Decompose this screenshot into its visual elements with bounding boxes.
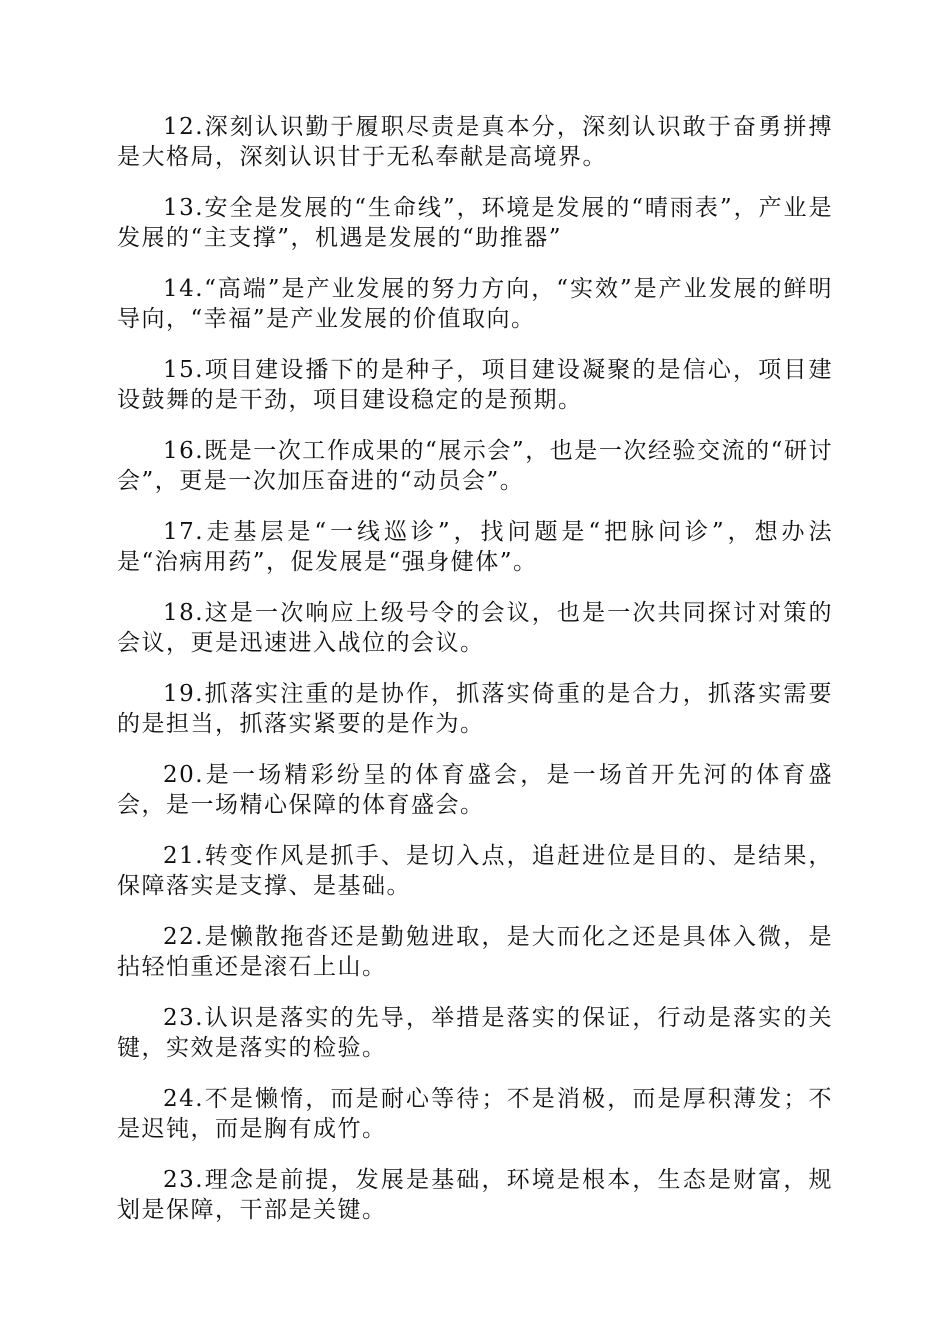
paragraph-13: 13.安全是发展的“生命线”，环境是发展的“晴雨表”，产业是发展的“主支撑”，机遇是发展的“助推器”	[117, 195, 833, 251]
paragraph-12: 12.深刻认识勤于履职尽责是真本分，深刻认识敢于奋勇拼搏是大格局，深刻认识甘于无私奉献是高境界。	[117, 114, 833, 170]
document-body	[117, 112, 833, 1246]
paragraph-15: 15.项目建设播下的是种子，项目建设凝聚的是信心，项目建设鼓舞的是干劲，项目建设稳定的是预期。	[117, 357, 833, 413]
paragraph-18: 18.这是一次响应上级号令的会议，也是一次共同探讨对策的会议，更是迅速进入战位的会议。	[117, 600, 833, 656]
paragraph-16: 16.既是一次工作成果的“展示会”，也是一次经验交流的“研讨会”，更是一次加压奋进的“动员会”。	[117, 438, 833, 494]
paragraph-14: 14.“高端”是产业发展的努力方向，“实效”是产业发展的鲜明导向，“幸福”是产业发展的价值取向。	[117, 276, 833, 332]
paragraph-17: 17.走基层是“一线巡诊”，找问题是“把脉问诊”，想办法是“治病用药”，促发展是“强身健体”。	[117, 519, 833, 575]
paragraph-24: 24.不是懒惰，而是耐心等待；不是消极，而是厚积薄发；不是迟钝，而是胸有成竹。	[117, 1086, 833, 1142]
paragraph-21: 21.转变作风是抓手、是切入点，追赶进位是目的、是结果，保障落实是支撑、是基础。	[117, 843, 833, 899]
paragraph-22: 22.是懒散拖沓还是勤勉进取，是大而化之还是具体入微，是拈轻怕重还是滚石上山。	[117, 924, 833, 980]
paragraph-23: 23.认识是落实的先导，举措是落实的保证，行动是落实的关键，实效是落实的检验。	[117, 1005, 833, 1061]
paragraph-23-second: 23.理念是前提，发展是基础，环境是根本，生态是财富，规划是保障，干部是关键。	[117, 1167, 833, 1223]
paragraph-20: 20.是一场精彩纷呈的体育盛会，是一场首开先河的体育盛会，是一场精心保障的体育盛会。	[117, 762, 833, 818]
paragraph-19: 19.抓落实注重的是协作，抓落实倚重的是合力，抓落实需要的是担当，抓落实紧要的是作为。	[117, 681, 833, 737]
